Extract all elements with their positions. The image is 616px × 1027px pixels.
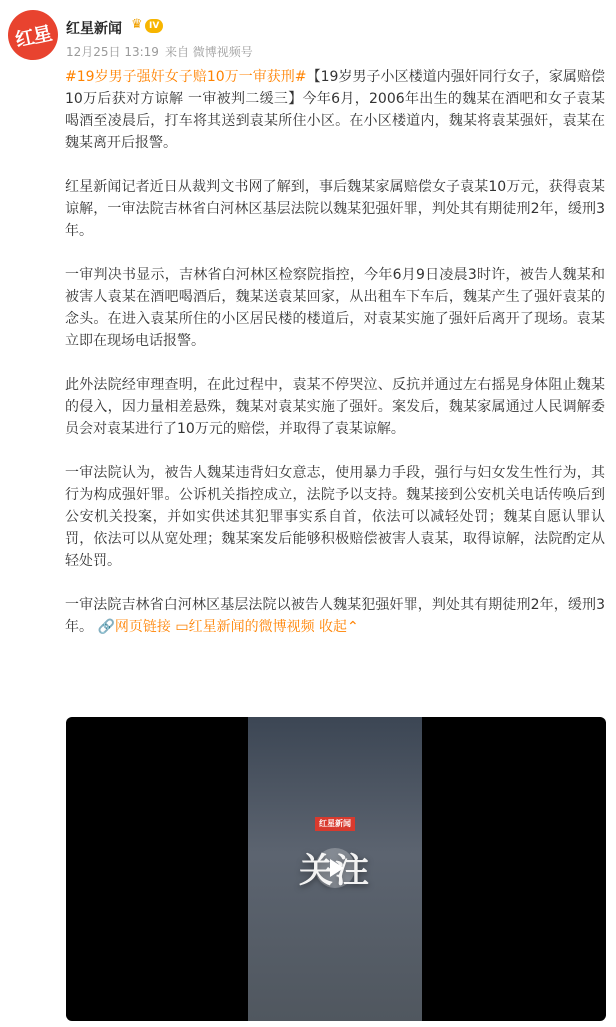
- paragraph-6-text: 一审法院吉林省白河林区基层法院以被告人魏某犯强奸罪，判处其有期徒刑2年，缓刑3年。: [65, 597, 605, 635]
- paragraph-6: [65, 594, 605, 638]
- video-frame: [248, 717, 422, 1021]
- post-date[interactable]: 12月25日 13:19: [66, 45, 159, 59]
- post-content: [65, 66, 605, 638]
- post-meta: [66, 43, 259, 60]
- paragraph-1: [65, 66, 605, 154]
- video-link[interactable]: ▭红星新闻的微博视频: [175, 619, 315, 635]
- video-logo: 红星新闻: [315, 817, 355, 831]
- post-source: 来自 微博视频号: [164, 45, 253, 59]
- topic-hashtag[interactable]: #19岁男子强奸女子赔10万一审获刑#: [65, 69, 307, 85]
- paragraph-1-text: 【19岁男子小区楼道内强奸同行女子，家属赔偿10万后获对方谅解 一审被判二缓三】今年6月，2006年出生的魏某在酒吧和女子袁某喝酒至凌晨后，打车将其送到袁某所住小区。在小区楼道内，魏某将袁某强奸，袁某在魏某离开后报警。: [65, 69, 605, 151]
- paragraph-2: 红星新闻记者近日从裁判文书网了解到，事后魏某家属赔偿女子袁某10万元，获得袁某谅解，一审法院吉林省白河林区基层法院以魏某犯强奸罪，判处其有期徒刑2年，缓刑3年。: [65, 179, 605, 239]
- video-overlay-text: 关注: [299, 851, 371, 891]
- paragraph-5: 一审法院认为，被告人魏某违背妇女意志，使用暴力手段，强行与妇女发生性行为，其行为构成强奸罪。公诉机关指控成立，法院予以支持。魏某接到公安机关电话传唤后到公安机关投案，并如实供述其犯罪事实系自首，依法可以减轻处罚；魏某自愿认罪认罚，依法可以从宽处理；魏某案发后能够积极赔偿被害人袁某，取得谅解，法院酌定从轻处罚。: [65, 465, 605, 569]
- paragraph-3: 一审判决书显示，吉林省白河林区检察院指控，今年6月9日凌晨3时许，被告人魏某和被害人袁某在酒吧喝酒后，魏某送袁某回家，从出租车下车后，魏某产生了强奸袁某的念头。在进入袁某所住的小区居民楼的楼道后，对袁某实施了强奸后离开了现场。袁某立即在现场电话报警。: [65, 267, 605, 349]
- avatar[interactable]: 红星: [3, 5, 62, 64]
- crown-icon: ♛: [131, 17, 143, 32]
- post-header: [0, 0, 616, 64]
- paragraph-4: 此外法院经审理查明，在此过程中，袁某不停哭泣、反抗并通过左右摇晃身体阻止魏某的侵入，因力量相差悬殊，魏某对袁某实施了强奸。案发后，魏某家属通过人民调解委员会对袁某进行了10万元的赔偿，并取得了袁某谅解。: [65, 377, 605, 437]
- play-icon[interactable]: [315, 848, 355, 888]
- collapse-button[interactable]: 收起⌃: [319, 619, 359, 635]
- web-link[interactable]: 🔗网页链接: [97, 619, 171, 635]
- video-player[interactable]: [66, 717, 606, 1021]
- author-name[interactable]: 红星新闻: [66, 21, 122, 37]
- level-badge: IV: [145, 19, 163, 33]
